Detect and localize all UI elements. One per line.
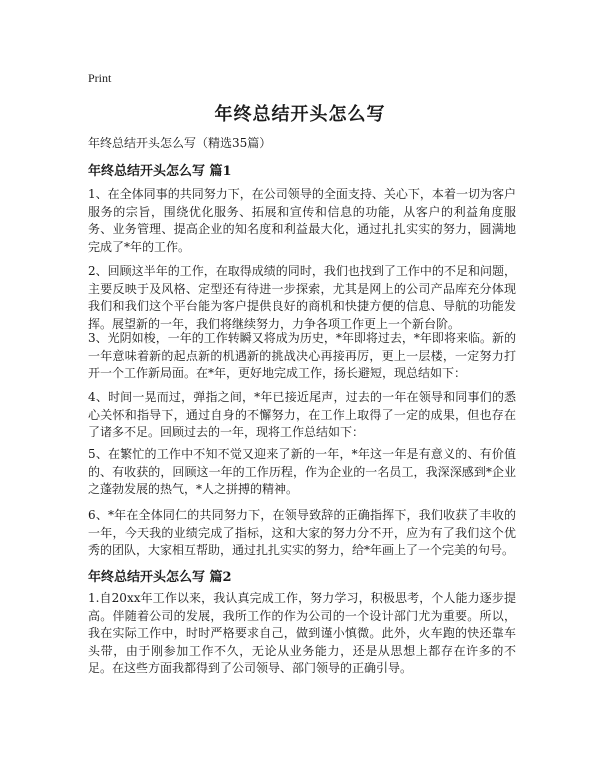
print-label: Print bbox=[88, 71, 112, 85]
paragraph: 1.自20xx年工作以来，我认真完成工作，努力学习，积极思考，个人能力逐步提高。伴随着公司的发展，我所工作的作为公司的一个设计部门尤为重要。所以，我在实际工作中，时时严格要求自己，做到谨小慎微。此外，火车跑的快还靠车头带，由于刚参加工作不久，无论从业务能力，还是从思想上都存在许多的不足。在这些方面我都得到了公司领导、部门领导的正确引导。 bbox=[88, 591, 516, 675]
paragraph: 4、时间一晃而过，弹指之间，*年已接近尾声，过去的一年在领导和同事们的悉心关怀和指导下，通过自身的不懈努力，在工作上取得了一定的成果，但也存在了诸多不足。回顾过去的一年，现将工作总结如下： bbox=[88, 390, 516, 439]
paragraph: 2、回顾这半年的工作，在取得成绩的同时，我们也找到了工作中的不足和问题，主要反映于及风格、定型还有待进一步探索，尤其是网上的公司产品库充分体现我们和我们这个平台能为客户提供良好的商机和快捷方便的信息、导航的功能发挥。展望新的一年，我们将继续努力，力争各项工作更上一个新台阶。 bbox=[88, 264, 516, 331]
paragraph: 1、在全体同事的共同努力下，在公司领导的全面支持、关心下，本着一切为客户服务的宗旨，围绕优化服务、拓展和宣传和信息的功能，从客户的利益角度服务、业务管理、提高企业的知名度和利益最大化，通过扎扎实实的努力，圆满地完成了*年的工作。 bbox=[88, 187, 516, 254]
paragraph: 3、光阴如梭，一年的工作转瞬又将成为历史，*年即将过去，*年即将来临。新的一年意味着新的起点新的机遇新的挑战决心再接再厉，更上一层楼，一定努力打开一个工作新局面。在*年，更好地完成工作，扬长避短，现总结如下： bbox=[88, 331, 516, 380]
document-title: 年终总结开头怎么写 bbox=[214, 104, 386, 125]
paragraph: 5、在繁忙的工作中不知不觉又迎来了新的一年，*年这一年是有意义的、有价值的、有收获的，回顾这一年的工作历程，作为企业的一名员工，我深深感到*企业之蓬勃发展的热气，*人之拼搏的精神。 bbox=[88, 447, 516, 496]
paragraph: 6、*年在全体同仁的共同努力下，在领导致辞的正确指挥下，我们收获了丰收的一年，今天我的业绩完成了指标，这和大家的努力分不开，应为有了我们这个优秀的团队，大家相互帮助，通过扎扎实实的努力，给*年画上了一个完美的句号。 bbox=[88, 508, 516, 557]
document-subtitle: 年终总结开头怎么写（精选35篇） bbox=[88, 136, 272, 150]
section-heading-1: 年终总结开头怎么写 篇1 bbox=[88, 164, 232, 179]
section-heading-2: 年终总结开头怎么写 篇2 bbox=[88, 570, 232, 585]
